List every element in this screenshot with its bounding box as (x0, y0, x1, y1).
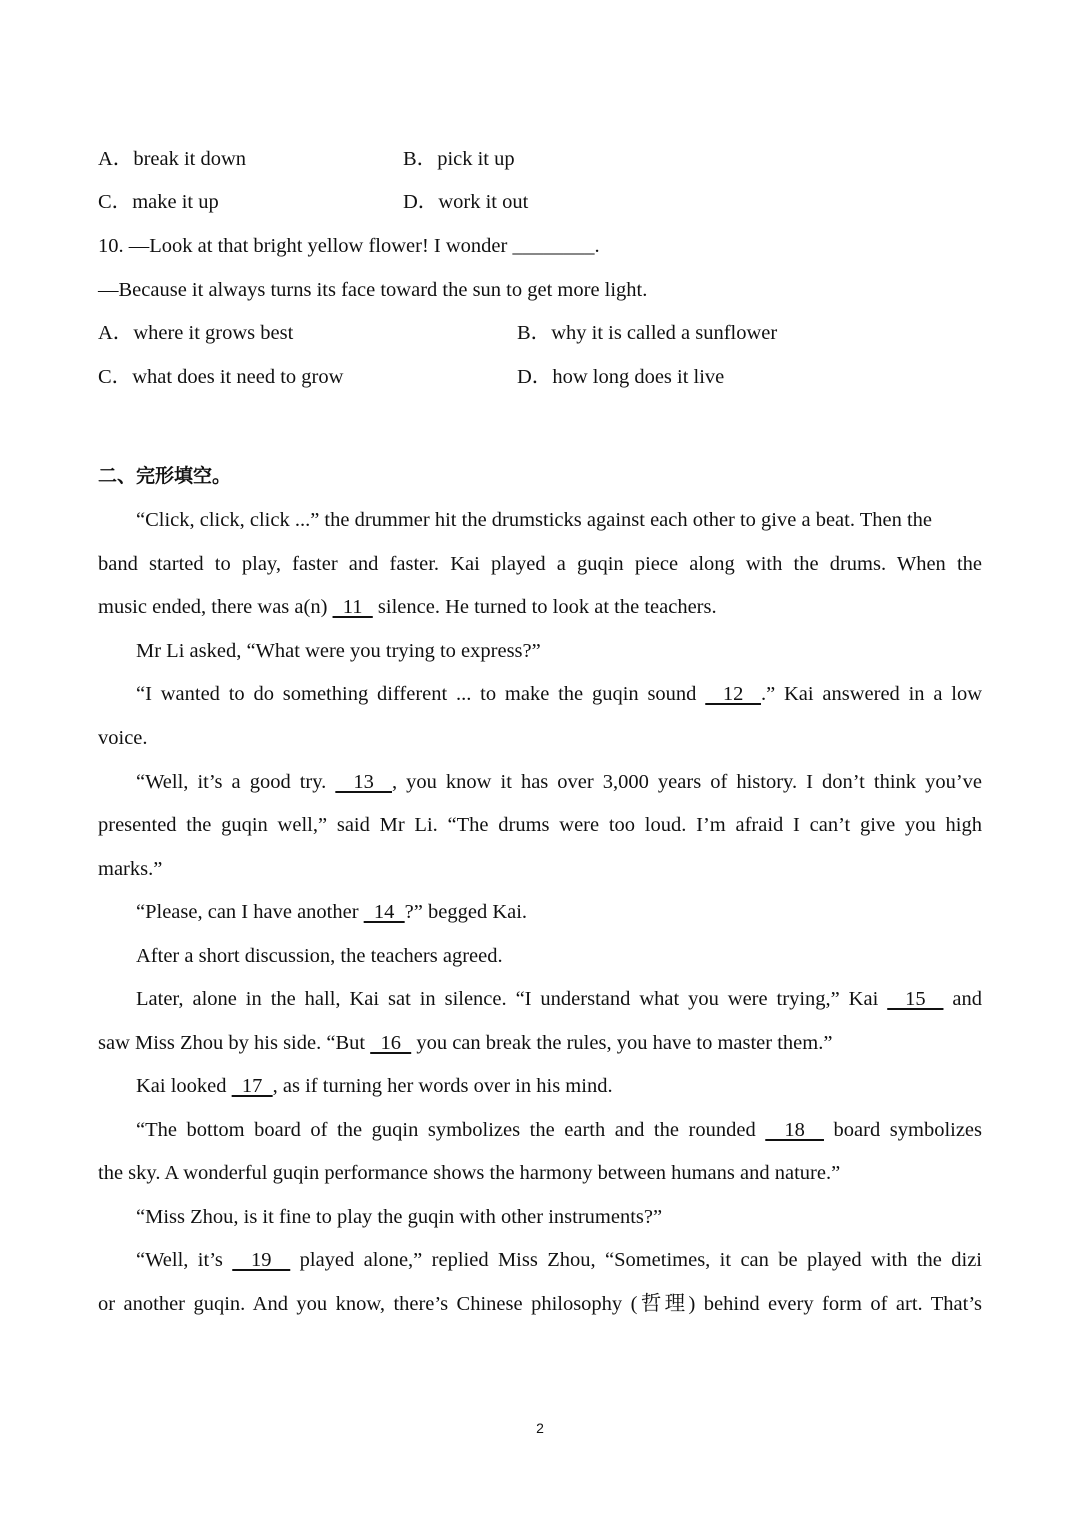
q10-option-c (98, 367, 343, 388)
q10-reply: —Because it always turns its face toward the sun to get more light. (98, 279, 648, 301)
option-text: work it out (438, 191, 529, 213)
passage-text: you can break the rules, you have to master them.” (411, 1032, 833, 1054)
answer-blank-17: 17 (231, 1075, 273, 1097)
passage-line (136, 1120, 982, 1141)
q10-option-b (517, 323, 777, 344)
option-text: why it is called a sunflower (551, 322, 778, 344)
passage-line (136, 1076, 613, 1097)
passage-line: voice. (98, 727, 148, 749)
answer-blank: ________ (512, 235, 595, 257)
passage-line: After a short discussion, the teachers agreed. (136, 945, 503, 967)
option-label: C． (98, 191, 133, 213)
q9-option-b (403, 149, 515, 170)
option-text: make it up (132, 191, 219, 213)
passage-line: presented the guqin well,” said Mr Li. “The drums were too loud. I’m afraid I can’t give you high (98, 814, 982, 836)
option-label: B． (517, 322, 552, 344)
option-label: D． (517, 366, 553, 388)
passage-text: saw Miss Zhou by his side. “But (98, 1032, 371, 1054)
answer-blank-13: 13 (335, 771, 392, 793)
option-label: A． (98, 322, 134, 344)
option-label: B． (403, 148, 438, 170)
passage-text: “Please, can I have another (136, 901, 364, 923)
passage-text: Later, alone in the hall, Kai sat in silence. “I understand what you were trying,” Kai (136, 988, 888, 1010)
option-text: what does it need to grow (132, 366, 344, 388)
q9-option-a (98, 149, 246, 170)
stem-text: 10. —Look at that bright yellow flower! I wonder (98, 235, 513, 257)
answer-blank-15: 15 (887, 988, 944, 1010)
passage-line (98, 1033, 832, 1054)
passage-text: played alone,” replied Miss Zhou, “Sometimes, it can be played with the dizi (290, 1249, 982, 1271)
passage-line (136, 1250, 982, 1271)
page-number: 2 (536, 1420, 544, 1436)
stem-text: . (594, 235, 600, 257)
answer-blank-11: 11 (332, 596, 373, 618)
passage-text: , as if turning her words over in his mind. (272, 1075, 613, 1097)
passage-text: board symbolizes (823, 1119, 983, 1141)
answer-blank-19: 19 (232, 1249, 291, 1271)
option-text: how long does it live (552, 366, 725, 388)
passage-line: the sky. A wonderful guqin performance shows the harmony between humans and nature.” (98, 1162, 841, 1184)
answer-blank-12: 12 (705, 683, 761, 705)
passage-line (136, 772, 982, 793)
section-heading: 二、完形填空。 (98, 465, 232, 487)
passage-line (98, 597, 717, 618)
answer-blank-14: 14 (363, 901, 405, 923)
answer-blank-18: 18 (765, 1119, 824, 1141)
passage-text: “The bottom board of the guqin symbolizes the earth and the rounded (136, 1119, 766, 1141)
passage-line: or another guqin. And you know, there’s Chinese philosophy (哲理) behind every form of art. That’s (98, 1293, 982, 1315)
passage-text: Kai looked (136, 1075, 232, 1097)
passage-text: silence. He turned to look at the teachers. (372, 596, 717, 618)
passage-line: marks.” (98, 858, 163, 880)
passage-line (136, 989, 982, 1010)
passage-line: “Click, click, click ...” the drummer hit the drumsticks against each other to give a beat. Then the (136, 509, 933, 531)
q10-option-d (517, 367, 724, 388)
answer-blank-16: 16 (370, 1032, 412, 1054)
passage-line: Mr Li asked, “What were you trying to express?” (136, 640, 541, 662)
option-label: A． (98, 148, 134, 170)
passage-line: band started to play, faster and faster. Kai played a guqin piece along with the drums. When the (98, 553, 982, 575)
option-label: D． (403, 191, 439, 213)
passage-line (136, 902, 527, 923)
passage-line (136, 684, 982, 705)
q9-option-c (98, 192, 219, 213)
option-text: where it grows best (133, 322, 294, 344)
option-text: break it down (133, 148, 247, 170)
passage-text: music ended, there was a(n) (98, 596, 333, 618)
passage-text: “Well, it’s (136, 1249, 233, 1271)
q10-stem (98, 236, 600, 257)
passage-text: “I wanted to do something different ... to make the guqin sound (136, 683, 706, 705)
passage-text: .” Kai answered in a low (760, 683, 983, 705)
option-label: C． (98, 366, 133, 388)
passage-text: , you know it has over 3,000 years of history. I don’t think you’ve (391, 771, 983, 793)
option-text: pick it up (437, 148, 515, 170)
passage-line: “Miss Zhou, is it fine to play the guqin with other instruments?” (136, 1206, 663, 1228)
passage-text: ?” begged Kai. (404, 901, 528, 923)
q9-option-d (403, 192, 528, 213)
passage-text: and (943, 988, 983, 1010)
passage-text: “Well, it’s a good try. (136, 771, 336, 793)
q10-option-a (98, 323, 293, 344)
